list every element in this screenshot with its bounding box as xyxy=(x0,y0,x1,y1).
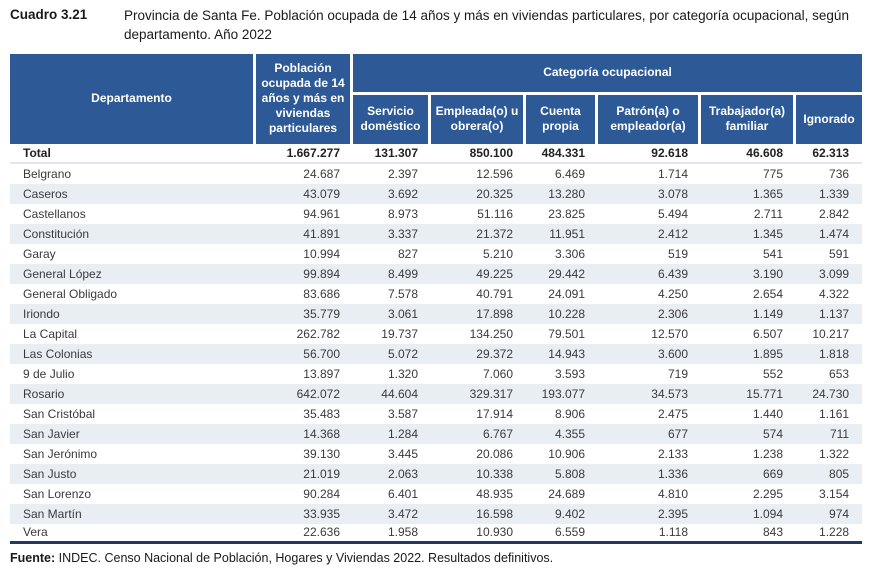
cell-departamento: Las Colonias xyxy=(23,346,93,361)
cell-departamento: General Obligado xyxy=(23,286,118,301)
cell-value: 49.225 xyxy=(476,266,513,281)
cell-value: 3.154 xyxy=(819,486,850,501)
table-body xyxy=(10,144,862,544)
cell-value: 1.320 xyxy=(387,366,418,381)
cell-value: 131.307 xyxy=(353,144,431,164)
table-row xyxy=(10,364,862,384)
cell-value: 1.094 xyxy=(752,506,783,521)
source-note xyxy=(10,551,870,565)
cell-value: 16.598 xyxy=(476,506,513,521)
table-row xyxy=(10,324,862,344)
cell-value: 827 xyxy=(397,246,418,261)
cell-value: 642.072 xyxy=(296,386,340,401)
cell-value: 1.339 xyxy=(819,186,850,201)
table-row xyxy=(10,224,862,244)
cell-value: 13.897 xyxy=(303,366,340,381)
cell-value: 843 xyxy=(701,524,796,544)
cell-value: 775 xyxy=(762,166,783,181)
table-title-text: Provincia de Santa Fe. Población ocupada de 14 años y más en viviendas particulares, por categoría ocupacional, según departamento. Año 2022 xyxy=(124,8,849,42)
cell-value: 10.217 xyxy=(812,326,850,341)
cell-value: 574 xyxy=(762,426,783,441)
cell-value: 10.930 xyxy=(431,524,526,544)
cell-value: 24.687 xyxy=(303,166,340,181)
cell-departamento: San Lorenzo xyxy=(23,486,92,501)
cell-value: 5.210 xyxy=(482,246,513,261)
cell-value: 24.091 xyxy=(548,286,585,301)
cell-value: 34.573 xyxy=(651,386,688,401)
cell-departamento: Garay xyxy=(23,246,56,261)
table-row xyxy=(10,424,862,444)
table-row xyxy=(10,244,862,264)
cell-value: 3.061 xyxy=(387,306,418,321)
cell-value: 484.331 xyxy=(526,144,598,164)
cell-value: 83.686 xyxy=(303,286,340,301)
cell-value: 44.604 xyxy=(381,386,418,401)
cell-value: 1.322 xyxy=(819,446,850,461)
cell-value: 3.306 xyxy=(554,246,585,261)
header-empleada-obrera: Empleada(o) u obrera(o) xyxy=(431,95,526,144)
cell-value: 3.472 xyxy=(387,506,418,521)
table-row xyxy=(10,444,862,464)
cell-value: 711 xyxy=(829,426,850,441)
cell-value: 1.440 xyxy=(752,406,783,421)
header-categoria-ocupacional: Categoría ocupacional xyxy=(353,54,862,95)
header-poblacion-total: Población ocupada de 14 años y más en viviendas particulares xyxy=(256,54,353,144)
cell-value: 1.958 xyxy=(353,524,431,544)
cell-departamento: San Javier xyxy=(23,426,80,441)
cell-value: 5.072 xyxy=(387,346,418,361)
cell-value: 2.842 xyxy=(819,206,850,221)
cell-value: 677 xyxy=(667,426,688,441)
cell-value: 2.412 xyxy=(657,226,688,241)
cell-value: 99.894 xyxy=(303,266,340,281)
cell-value: 43.079 xyxy=(303,186,340,201)
cell-value: 12.596 xyxy=(476,166,513,181)
cell-value: 1.818 xyxy=(819,346,850,361)
cell-value: 20.325 xyxy=(476,186,513,201)
cell-value: 1.714 xyxy=(657,166,688,181)
cell-value: 13.280 xyxy=(548,186,585,201)
cell-value: 29.372 xyxy=(476,346,513,361)
cell-value: 719 xyxy=(667,366,688,381)
table-row xyxy=(10,144,862,164)
cell-value: 3.337 xyxy=(387,226,418,241)
header-trabajador-familiar: Trabajador(a) familiar xyxy=(701,95,796,144)
cell-value: 79.501 xyxy=(548,326,585,341)
cell-value: 4.355 xyxy=(554,426,585,441)
cell-departamento: Constitución xyxy=(23,226,90,241)
cell-value: 8.973 xyxy=(387,206,418,221)
cell-value: 48.935 xyxy=(476,486,513,501)
cell-departamento: San Cristóbal xyxy=(23,406,96,421)
cell-value: 805 xyxy=(829,466,850,481)
cell-departamento: General López xyxy=(23,266,102,281)
cell-value: 2.063 xyxy=(387,466,418,481)
cell-value: 2.654 xyxy=(752,286,783,301)
cell-value: 19.737 xyxy=(381,326,418,341)
header-departamento: Departamento xyxy=(10,54,256,144)
cell-value: 62.313 xyxy=(796,144,862,164)
table-row xyxy=(10,484,862,504)
cell-value: 134.250 xyxy=(469,326,513,341)
cell-value: 21.019 xyxy=(303,466,340,481)
table-row xyxy=(10,304,862,324)
cell-value: 92.618 xyxy=(598,144,701,164)
table-row xyxy=(10,164,862,184)
cell-value: 8.499 xyxy=(387,266,418,281)
cell-departamento: San Martín xyxy=(23,506,82,521)
table-row xyxy=(10,204,862,224)
header-cuenta-propia: Cuenta propia xyxy=(526,95,598,144)
cell-value: 6.559 xyxy=(526,524,598,544)
cell-value: 6.767 xyxy=(482,426,513,441)
cell-value: 2.475 xyxy=(657,406,688,421)
cell-value: 21.372 xyxy=(476,226,513,241)
cell-value: 4.322 xyxy=(819,286,850,301)
cell-value: 850.100 xyxy=(431,144,526,164)
cell-value: 94.961 xyxy=(303,206,340,221)
cell-departamento: La Capital xyxy=(23,326,78,341)
cell-value: 5.494 xyxy=(657,206,688,221)
cell-departamento: Vera xyxy=(10,524,256,544)
cell-departamento: Belgrano xyxy=(23,166,72,181)
table-code: Cuadro 3.21 xyxy=(10,7,88,22)
cell-value: 22.636 xyxy=(256,524,353,544)
cell-value: 46.608 xyxy=(701,144,796,164)
cell-value: 40.791 xyxy=(476,286,513,301)
cell-value: 6.507 xyxy=(752,326,783,341)
cell-value: 4.810 xyxy=(657,486,688,501)
cell-value: 1.474 xyxy=(819,226,850,241)
cell-value: 1.336 xyxy=(657,466,688,481)
cell-value: 3.078 xyxy=(657,186,688,201)
cell-value: 329.317 xyxy=(469,386,513,401)
table-row xyxy=(10,504,862,524)
cell-value: 2.395 xyxy=(657,506,688,521)
table-row xyxy=(10,404,862,424)
cell-value: 12.570 xyxy=(651,326,688,341)
cell-value: 24.689 xyxy=(548,486,585,501)
cell-value: 41.891 xyxy=(303,226,340,241)
cell-value: 7.060 xyxy=(482,366,513,381)
cell-value: 1.161 xyxy=(819,406,850,421)
table-row xyxy=(10,284,862,304)
cell-value: 15.771 xyxy=(746,386,783,401)
source-text: INDEC. Censo Nacional de Población, Hogares y Viviendas 2022. Resultados definitivos. xyxy=(58,550,554,565)
table-title xyxy=(0,0,870,45)
cell-value: 90.284 xyxy=(303,486,340,501)
cell-value: 736 xyxy=(829,166,850,181)
cell-value: 7.578 xyxy=(387,286,418,301)
cell-value: 669 xyxy=(762,466,783,481)
cell-value: 35.779 xyxy=(303,306,340,321)
cell-value: 17.898 xyxy=(476,306,513,321)
cell-value: 39.130 xyxy=(303,446,340,461)
cell-value: 1.137 xyxy=(819,306,850,321)
cell-value: 4.250 xyxy=(657,286,688,301)
cell-value: 1.895 xyxy=(752,346,783,361)
cell-value: 591 xyxy=(829,246,850,261)
cell-value: 8.906 xyxy=(554,406,585,421)
cell-value: 10.338 xyxy=(476,466,513,481)
cell-value: 5.808 xyxy=(554,466,585,481)
cell-value: 6.469 xyxy=(554,166,585,181)
cell-value: 552 xyxy=(762,366,783,381)
cell-value: 3.190 xyxy=(752,266,783,281)
cell-value: 29.442 xyxy=(548,266,585,281)
cell-departamento: Rosario xyxy=(23,386,65,401)
cell-departamento: Iriondo xyxy=(23,306,60,321)
table-row xyxy=(10,264,862,284)
cell-value: 20.086 xyxy=(476,446,513,461)
cell-value: 2.306 xyxy=(657,306,688,321)
cell-value: 33.935 xyxy=(303,506,340,521)
header-servicio-domestico: Servicio doméstico xyxy=(353,95,431,144)
table-row xyxy=(10,184,862,204)
cell-value: 1.118 xyxy=(598,524,701,544)
cell-departamento: 9 de Julio xyxy=(23,366,75,381)
cell-value: 10.994 xyxy=(303,246,340,261)
cell-value: 519 xyxy=(667,246,688,261)
table-row xyxy=(10,344,862,364)
header-patron-empleador: Patrón(a) o empleador(a) xyxy=(598,95,701,144)
cell-value: 9.402 xyxy=(554,506,585,521)
cell-departamento: San Jerónimo xyxy=(23,446,98,461)
cell-value: 24.730 xyxy=(812,386,850,401)
cell-value: 3.445 xyxy=(387,446,418,461)
cell-value: 193.077 xyxy=(541,386,585,401)
cell-value: 10.228 xyxy=(548,306,585,321)
cell-value: 1.238 xyxy=(752,446,783,461)
cell-value: 2.133 xyxy=(657,446,688,461)
cell-value: 23.825 xyxy=(548,206,585,221)
cell-departamento: Castellanos xyxy=(23,206,86,221)
cell-value: 6.439 xyxy=(657,266,688,281)
table-row xyxy=(10,384,862,404)
source-label: Fuente: xyxy=(10,550,56,565)
cell-departamento: Total xyxy=(10,144,256,164)
cell-value: 262.782 xyxy=(296,326,340,341)
cell-value: 56.700 xyxy=(303,346,340,361)
cell-value: 1.284 xyxy=(387,426,418,441)
cell-value: 14.943 xyxy=(548,346,585,361)
cell-value: 10.906 xyxy=(548,446,585,461)
cell-value: 1.228 xyxy=(796,524,862,544)
cell-value: 14.368 xyxy=(303,426,340,441)
cell-value: 51.116 xyxy=(477,206,513,221)
cell-value: 653 xyxy=(829,366,850,381)
cell-value: 35.483 xyxy=(303,406,340,421)
cell-departamento: San Justo xyxy=(23,466,77,481)
header-ignorado: Ignorado xyxy=(796,95,862,144)
table-row xyxy=(10,524,862,544)
cell-value: 3.593 xyxy=(554,366,585,381)
table-row xyxy=(10,464,862,484)
cell-departamento: Caseros xyxy=(23,186,68,201)
cell-value: 2.711 xyxy=(753,206,783,221)
cell-value: 3.099 xyxy=(819,266,850,281)
cell-value: 2.295 xyxy=(752,486,783,501)
cell-value: 1.149 xyxy=(752,306,783,321)
cell-value: 3.600 xyxy=(657,346,688,361)
table-header xyxy=(10,54,862,144)
cell-value: 1.345 xyxy=(752,226,783,241)
cell-value: 3.692 xyxy=(387,186,418,201)
cell-value: 1.365 xyxy=(752,186,783,201)
cell-value: 3.587 xyxy=(387,406,418,421)
cell-value: 541 xyxy=(762,246,783,261)
cell-value: 17.914 xyxy=(476,406,513,421)
data-table xyxy=(10,54,862,544)
cell-value: 974 xyxy=(829,506,850,521)
cell-value: 1.667.277 xyxy=(256,144,353,164)
cell-value: 11.951 xyxy=(549,226,585,241)
cell-value: 6.401 xyxy=(387,486,418,501)
cell-value: 2.397 xyxy=(387,166,418,181)
